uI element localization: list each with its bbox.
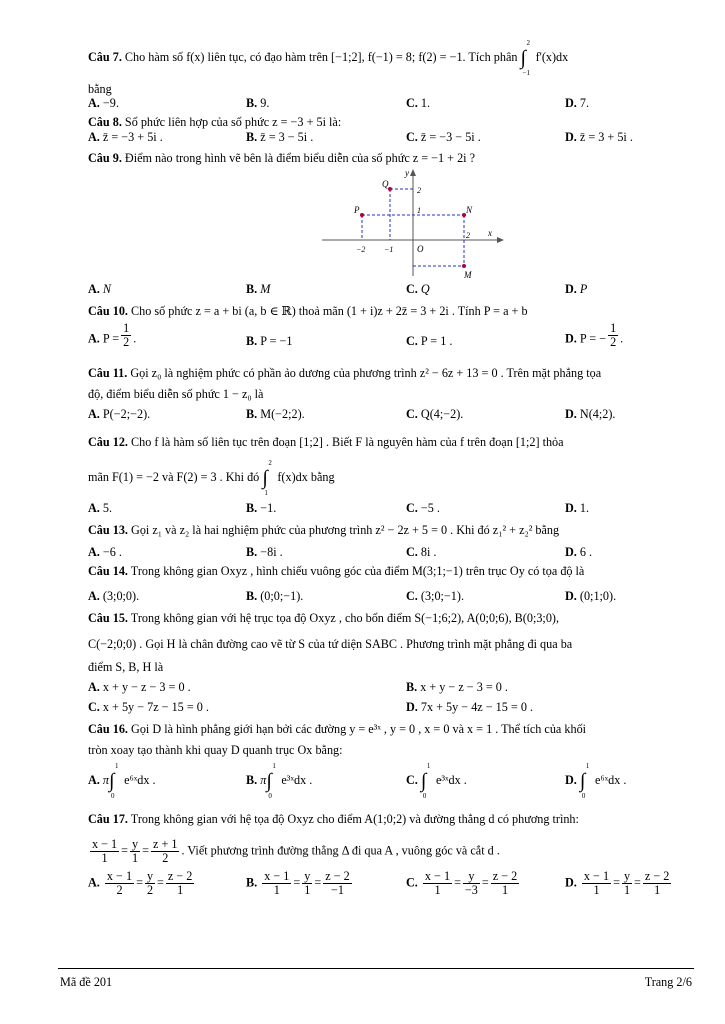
complex-plane-figure — [320, 166, 506, 284]
option-b[interactable]: B. M — [246, 282, 271, 296]
option-a[interactable]: A. P = $\frac{1}{2}$ . — [88, 321, 137, 349]
question-number: Câu 13. — [88, 523, 128, 537]
option-c[interactable]: C. −5 . — [406, 501, 440, 515]
question-12 — [88, 434, 692, 450]
option-a[interactable]: A. 5. — [88, 501, 113, 515]
label-n: N — [466, 205, 473, 215]
question-15 — [88, 610, 692, 626]
option-a[interactable]: A. −9. — [88, 96, 119, 110]
label-p: P — [354, 205, 360, 215]
point-p — [360, 213, 364, 217]
question-number: Câu 14. — [88, 564, 128, 578]
option-c[interactable]: C. Q(4;−2). — [406, 407, 464, 421]
question-15-cont: C(−2;0;0) . Gọi H là chân đường cao vẽ từ S của tứ diện SABC . Phương trình mặt phẳng đi qua ba — [88, 637, 573, 651]
question-10 — [88, 303, 692, 319]
option-d[interactable]: D. ∫ 1 0 e⁶ˣdx . — [565, 762, 627, 800]
option-b[interactable]: B. z̄ = 3 − 5i . — [246, 130, 314, 144]
option-b[interactable]: B. −8i . — [246, 545, 283, 559]
question-number: Câu 17. — [88, 812, 128, 826]
question-17-cont: $\frac{x - 1}{1}$ = $\frac{y}{1}$ = $\frac{z + 1}{2}$ . Viết phương trình đường thẳng Δ đi qua A , vuông góc và cắt d . — [92, 837, 500, 865]
option-a[interactable]: A. π∫ 1 0 e⁶ˣdx . — [88, 762, 156, 800]
origin-label: O — [417, 244, 424, 254]
option-d[interactable]: D. (0;1;0). — [565, 589, 617, 603]
x-axis-arrow — [497, 237, 504, 243]
question-10-options — [88, 321, 692, 355]
question-9 — [88, 150, 692, 166]
tick-x-neg1: −1 — [384, 245, 394, 254]
option-a[interactable]: A. z̄ = −3 + 5i . — [88, 130, 163, 144]
x-label: x — [488, 228, 492, 238]
option-a[interactable]: A. x + y − z − 3 = 0 . — [88, 680, 191, 694]
question-text: Cho f là hàm số liên tục trên đoạn [1;2] . Biết F là nguyên hàm của f trên đoạn [1;2] thỏa — [131, 435, 564, 449]
question-7-options — [88, 96, 692, 112]
line-frac-x: $\frac{x - 1}{1}$ — [92, 837, 118, 865]
option-b[interactable]: B. (0;0;−1). — [246, 589, 304, 603]
question-text: Trong không gian với hệ tọa độ Oxyz cho điểm A(1;0;2) và đường thẳng d có phương trình: — [130, 812, 579, 826]
question-7-cont: bằng — [88, 82, 112, 96]
tick-x-neg2: −2 — [356, 245, 366, 254]
line-frac-z: $\frac{z + 1}{2}$ — [153, 837, 178, 865]
question-number: Câu 8. — [88, 115, 122, 129]
option-c[interactable]: C. x + 5y − 7z − 15 = 0 . — [88, 700, 209, 714]
question-text: Số phức liên hợp của số phức z = −3 + 5i là: — [124, 115, 342, 129]
question-12-options — [88, 501, 692, 517]
option-c[interactable]: C. $\frac{x - 1}{1}$ = $\frac{y}{-3}$ = $\frac{z - 2}{1}$ — [406, 869, 518, 897]
point-q — [388, 187, 392, 191]
option-c[interactable]: C. z̄ = −3 − 5i . — [406, 130, 481, 144]
option-d[interactable]: D. P = − $\frac{1}{2}$ . — [565, 321, 624, 349]
line-frac-y: $\frac{y}{1}$ — [132, 837, 139, 865]
question-number: Câu 7. — [88, 49, 122, 64]
question-16-cont: tròn xoay tạo thành khi quay D quanh trục Ox bằng: — [88, 743, 343, 757]
integral-sign: ∫ 2 −1 — [520, 39, 531, 77]
question-13-options — [88, 545, 692, 561]
question-7 — [88, 39, 692, 77]
tick-y-1: 1 — [417, 206, 421, 215]
question-11-cont: độ, điểm biểu diễn số phức 1 − z₀ là — [88, 387, 264, 401]
question-number: Câu 10. — [88, 304, 128, 318]
option-b[interactable]: B. −1. — [246, 501, 277, 515]
option-d[interactable]: D. 7x + 5y − 4z − 15 = 0 . — [406, 700, 534, 714]
question-text: Điểm nào trong hình vẽ bên là điểm biểu diễn của số phức z = −1 + 2i ? — [124, 151, 476, 165]
question-text: Gọi z₀ là nghiệm phức có phần ảo dương của phương trình z² − 6z + 13 = 0 . Trên mặt phẳng tọa — [130, 366, 602, 380]
option-c[interactable]: C. 8i . — [406, 545, 437, 559]
option-b[interactable]: B. P = −1 — [246, 334, 293, 348]
page-footer — [58, 968, 694, 989]
option-c[interactable]: C. P = 1 . — [406, 334, 453, 348]
option-a[interactable]: A. (3;0;0). — [88, 589, 140, 603]
option-d[interactable]: D. $\frac{x - 1}{1}$ = $\frac{y}{1}$ = $\frac{z - 2}{1}$ — [565, 869, 670, 897]
option-c[interactable]: C. Q — [406, 282, 430, 296]
question-8 — [88, 114, 692, 130]
question-text: Cho hàm số f(x) liên tục, có đạo hàm trên [−1;2], f(−1) = 8; f(2) = −1. Tích phân — [124, 49, 518, 64]
option-c[interactable]: C. (3;0;−1). — [406, 589, 464, 603]
option-a[interactable]: A. P(−2;−2). — [88, 407, 151, 421]
option-d[interactable]: D. 7. — [565, 96, 590, 110]
option-b[interactable]: B. M(−2;2). — [246, 407, 305, 421]
question-text: Gọi z₁ và z₂ là hai nghiệm phức của phương trình z² − 2z + 5 = 0 . Khi đó z₁² + z₂² bằng — [131, 523, 560, 537]
option-b[interactable]: B. π∫ 1 0 e³ˣdx . — [246, 762, 313, 800]
option-a[interactable]: A. −6 . — [88, 545, 122, 559]
y-axis-arrow — [410, 169, 416, 176]
question-number: Câu 15. — [88, 611, 128, 625]
option-c[interactable]: C. ∫ 1 0 e³ˣdx . — [406, 762, 467, 800]
question-text: Cho số phức z = a + bi (a, b ∈ ℝ) thoả mãn (1 + i)z + 2z̄ = 3 + 2i . Tính P = a + b — [131, 304, 528, 318]
question-text: Trong không gian với hệ trục tọa độ Oxyz , cho bốn điểm S(−1;6;2), A(0;0;6), B(0;3;0), — [130, 611, 560, 625]
question-14-options — [88, 589, 692, 605]
question-16 — [88, 721, 692, 737]
label-q: Q — [382, 179, 389, 189]
option-b[interactable]: B. $\frac{x - 1}{1}$ = $\frac{y}{1}$ = $\frac{z - 2}{-1}$ — [246, 869, 350, 897]
point-m — [462, 264, 466, 268]
option-d[interactable]: D. z̄ = 3 + 5i . — [565, 130, 633, 144]
y-label: y — [405, 168, 409, 178]
question-text: Gọi D là hình phẳng giới hạn bởi các đường y = e³ˣ , y = 0 , x = 0 và x = 1 . Thể tích của khối — [131, 722, 587, 736]
option-b[interactable]: B. x + y − z − 3 = 0 . — [406, 680, 508, 694]
question-number: Câu 11. — [88, 366, 128, 380]
question-11-options — [88, 407, 692, 423]
question-14 — [88, 563, 692, 579]
question-number: Câu 16. — [88, 722, 128, 736]
integrand: f'(x)dx — [535, 49, 569, 64]
integral-sign: ∫ 2 1 — [262, 459, 272, 497]
question-17 — [88, 811, 692, 827]
option-d[interactable]: D. 1. — [565, 501, 590, 515]
page-number: Trang 2/6 — [644, 975, 692, 989]
question-15-options-row1 — [88, 680, 692, 696]
question-17-options — [88, 870, 692, 900]
option-b[interactable]: B. 9. — [246, 96, 270, 110]
question-13 — [88, 522, 692, 538]
exam-code: Mã đề 201 — [60, 975, 113, 989]
question-8-options — [88, 130, 692, 146]
option-d[interactable]: D. P — [565, 282, 588, 296]
option-a[interactable]: A. $\frac{x - 1}{2}$ = $\frac{y}{2}$ = $\frac{z - 2}{1}$ — [88, 869, 193, 897]
question-16-options — [88, 762, 692, 800]
option-c[interactable]: C. 1. — [406, 96, 431, 110]
question-text: Trong không gian Oxyz , hình chiếu vuông góc của điểm M(3;1;−1) trên trục Oy có tọa độ là — [130, 564, 585, 578]
question-15-options-row2 — [88, 700, 692, 716]
label-m: M — [464, 270, 472, 280]
question-number: Câu 9. — [88, 151, 122, 165]
question-number: Câu 12. — [88, 435, 128, 449]
question-15-cont2: điểm S, B, H là — [88, 660, 164, 674]
option-a[interactable]: A. N — [88, 282, 112, 296]
question-9-options — [88, 282, 692, 298]
question-11 — [88, 365, 692, 381]
option-d[interactable]: D. 6 . — [565, 545, 593, 559]
option-d[interactable]: D. N(4;2). — [565, 407, 616, 421]
tick-y-2: 2 — [417, 186, 421, 195]
tick-x-2: 2 — [466, 231, 470, 240]
question-12-cont: mãn F(1) = −2 và F(2) = 3 . Khi đó ∫ 2 1 f(x)dx bằng — [88, 459, 335, 497]
